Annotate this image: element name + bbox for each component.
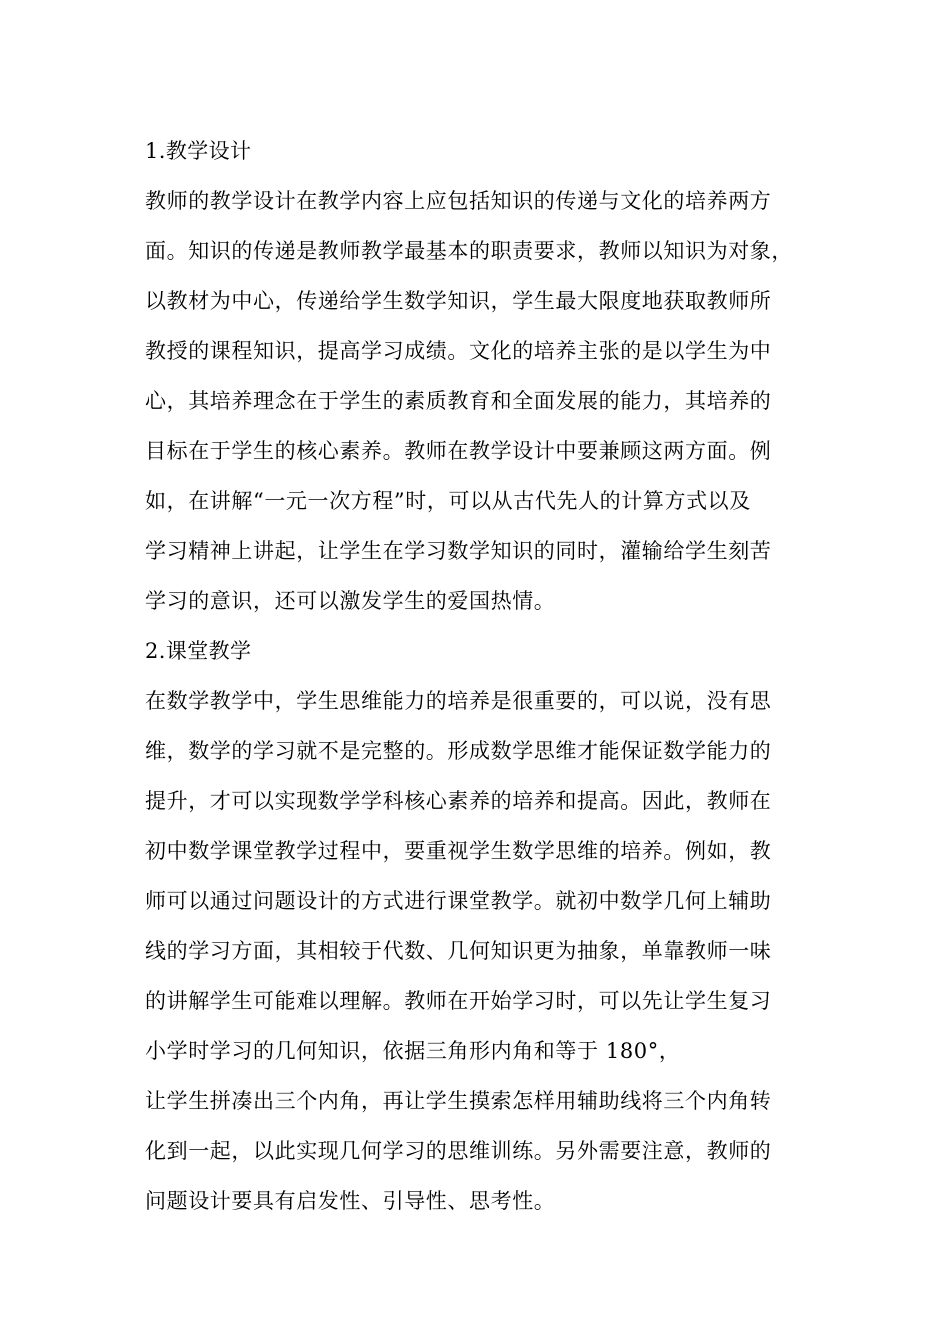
paragraph-line: 学习精神上讲起，让学生在学习数学知识的同时，灌输给学生刻苦 xyxy=(145,539,772,563)
paragraph-line: 在数学教学中，学生思维能力的培养是很重要的，可以说，没有思 xyxy=(145,689,772,713)
section-paragraph-classroom-teaching xyxy=(145,676,825,1226)
paragraph-line: 的讲解学生可能难以理解。教师在开始学习时，可以先让学生复习 xyxy=(145,989,772,1013)
paragraph-line: 提升，才可以实现数学学科核心素养的培养和提高。因此，教师在 xyxy=(145,789,772,813)
paragraph-line: 以教材为中心，传递给学生数学知识，学生最大限度地获取教师所 xyxy=(145,289,772,313)
paragraph-line: 问题设计要具有启发性、引导性、思考性。 xyxy=(145,1189,556,1213)
paragraph-line: 小学时学习的几何知识，依据三角形内角和等于 180°， xyxy=(145,1039,681,1063)
paragraph-line: 如，在讲解“一元一次方程”时，可以从古代先人的计算方式以及 xyxy=(145,489,751,513)
paragraph-line: 线的学习方面，其相较于代数、几何知识更为抽象，单靠教师一味 xyxy=(145,939,772,963)
section-paragraph-teaching-design xyxy=(145,176,825,626)
paragraph-line: 学习的意识，还可以激发学生的爱国热情。 xyxy=(145,589,556,613)
paragraph-line: 心，其培养理念在于学生的素质教育和全面发展的能力，其培养的 xyxy=(145,389,772,413)
paragraph-line: 化到一起，以此实现几何学习的思维训练。另外需要注意，教师的 xyxy=(145,1139,772,1163)
paragraph-line: 面。知识的传递是教师教学最基本的职责要求，教师以知识为对象， xyxy=(145,239,793,263)
paragraph-line: 维，数学的学习就不是完整的。形成数学思维才能保证数学能力的 xyxy=(145,739,772,763)
paragraph-line: 教师的教学设计在教学内容上应包括知识的传递与文化的培养两方 xyxy=(145,189,772,213)
paragraph-line: 教授的课程知识，提高学习成绩。文化的培养主张的是以学生为中 xyxy=(145,339,772,363)
paragraph-line: 初中数学课堂教学过程中，要重视学生数学思维的培养。例如，教 xyxy=(145,839,772,863)
section-heading-teaching-design: 1.教学设计 xyxy=(145,139,252,163)
paragraph-line: 让学生拼凑出三个内角，再让学生摸索怎样用辅助线将三个内角转 xyxy=(145,1089,772,1113)
paragraph-line: 目标在于学生的核心素养。教师在教学设计中要兼顾这两方面。例 xyxy=(145,439,772,463)
document-body xyxy=(145,126,825,1226)
paragraph-line: 师可以通过问题设计的方式进行课堂教学。就初中数学几何上辅助 xyxy=(145,889,772,913)
section-heading-classroom-teaching: 2.课堂教学 xyxy=(145,639,252,663)
